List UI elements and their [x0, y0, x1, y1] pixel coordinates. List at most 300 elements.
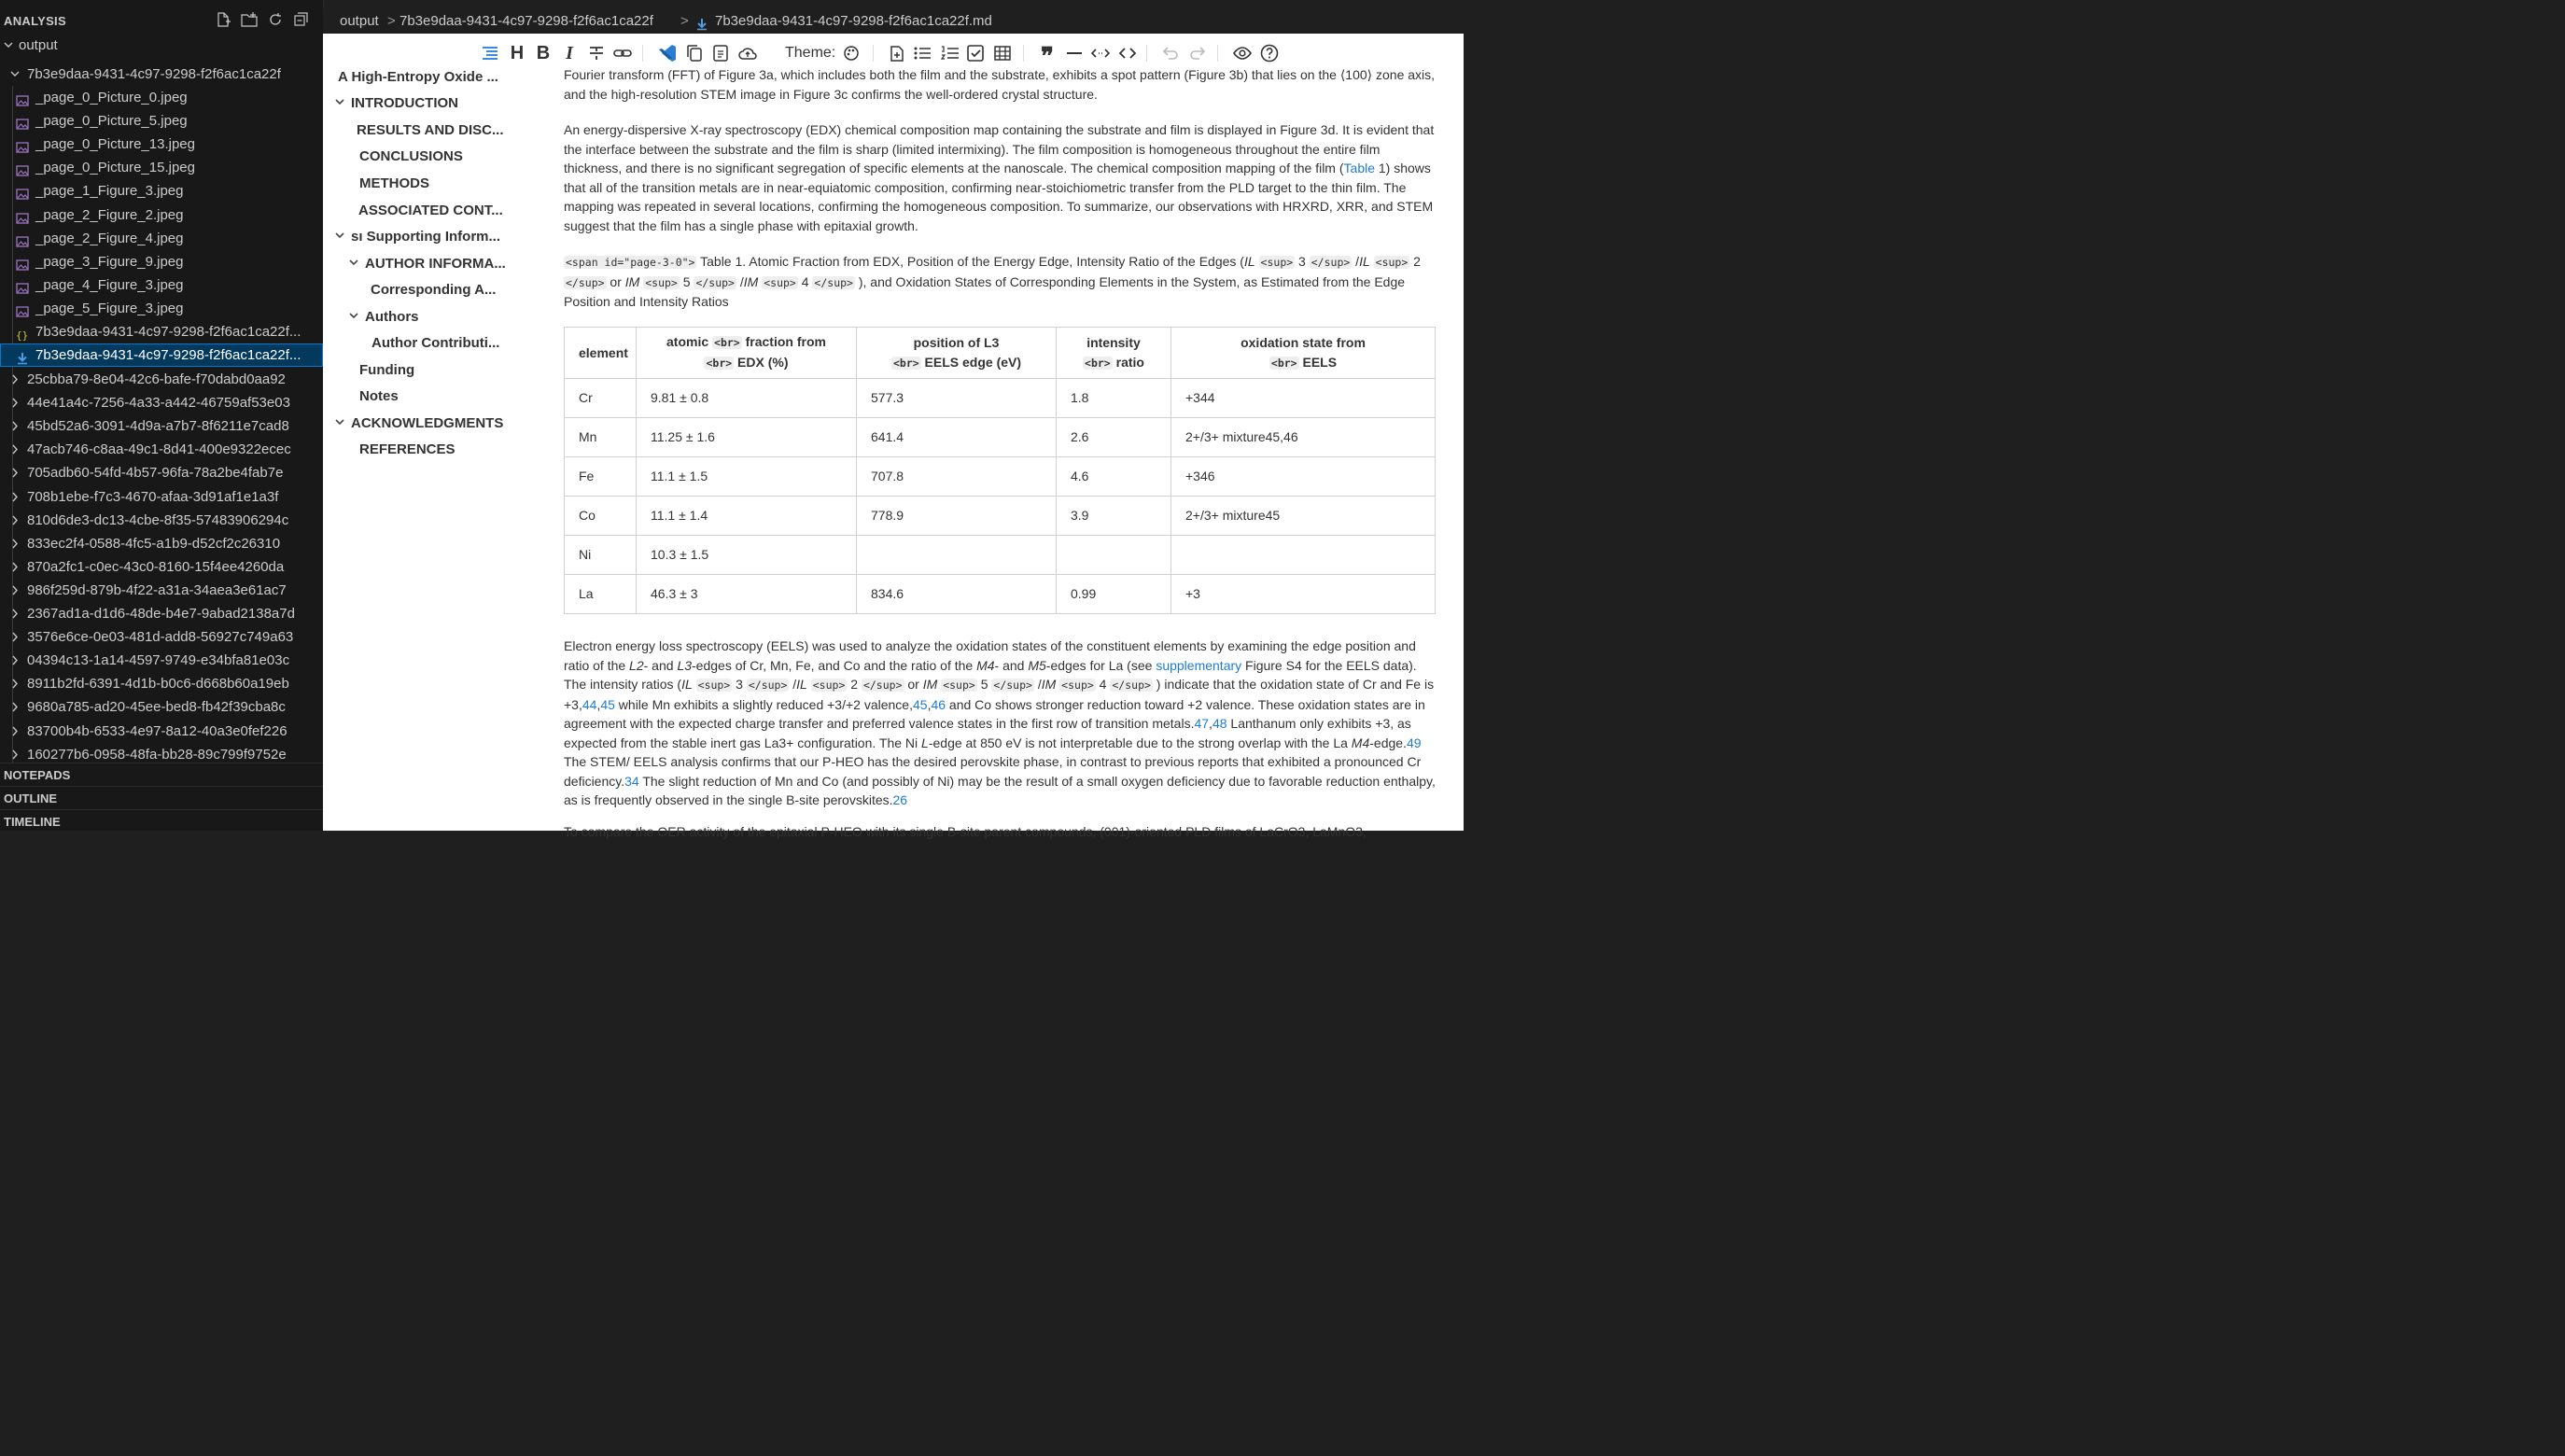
table-cell: 778.9: [857, 497, 1057, 536]
outline-item-label: Notes: [359, 388, 399, 404]
table-cell: La: [565, 575, 637, 614]
outline-item[interactable]: [359, 174, 429, 194]
italic-text: L: [921, 735, 929, 750]
breadcrumb-separator: >: [387, 13, 396, 29]
preview-icon[interactable]: [1232, 43, 1253, 63]
table-cell: 641.4: [857, 418, 1057, 457]
folder-name: 9680a785-ad20-45ee-bed8-fb42f39cba8c: [27, 699, 286, 716]
paragraph-text: and Co shows stronger reduction toward +2 valence. These oxidation states are in agreement with the expected charge transfer and preferred valence states in the first row of transition metals.: [564, 696, 1425, 731]
outline-item[interactable]: [334, 93, 458, 114]
outline-item[interactable]: [371, 333, 499, 354]
chevron-right-icon: [8, 720, 21, 743]
italic-text: M4: [1351, 735, 1370, 750]
new-folder-icon[interactable]: [241, 11, 258, 28]
heading-icon[interactable]: H: [510, 43, 525, 63]
paragraph-text: - and: [994, 657, 1029, 673]
file-name: _page_0_Picture_5.jpeg: [35, 113, 188, 130]
markdown-file-icon: [16, 349, 29, 362]
table-cell: +3: [1171, 575, 1436, 614]
caption-text: 3: [1295, 254, 1310, 269]
chevron-down-icon: [348, 307, 361, 328]
folder-name: 160277b6-0958-48fa-bb28-89c799f9752e: [27, 746, 287, 763]
paragraph-text: -edge at 850 eV is not interpretable due to the strong overlap with the La: [928, 735, 1352, 750]
file-name: _page_2_Figure_2.jpeg: [35, 206, 184, 223]
file-name: _page_0_Picture_15.jpeg: [35, 160, 195, 176]
caption-italic: IM: [743, 273, 759, 289]
toolbar-divider: [1217, 45, 1218, 62]
chevron-right-icon: [8, 438, 21, 461]
table-header-oxidation: [1171, 328, 1436, 379]
caption-text: Table 1. Atomic Fraction from EDX, Position of the Energy Edge, Intensity Ratio of the Edges (: [696, 254, 1244, 269]
chevron-right-icon: [8, 602, 21, 625]
italic-text: IM: [922, 677, 938, 692]
folder-name: 986f259d-879b-4f22-a31a-34aea3e61ac7: [27, 581, 287, 598]
header-text: fraction from: [741, 334, 826, 349]
reference-link[interactable]: 44: [582, 696, 597, 712]
folder-name: 2367ad1a-d1d6-48de-b4e7-9abad2138a7d: [27, 606, 295, 622]
folder-name: 705adb60-54fd-4b57-96fa-78a2be4fab7e: [27, 465, 284, 482]
table-cell: [1171, 536, 1436, 575]
paragraph-text: -edges of Cr, Mn, Fe, and Co and the ratio of the: [692, 657, 977, 673]
table-cell: +346: [1171, 457, 1436, 497]
file-item-image[interactable]: [0, 156, 323, 179]
chevron-down-icon: [334, 413, 347, 434]
outline-item[interactable]: [371, 280, 496, 301]
outline-item[interactable]: [357, 120, 504, 141]
breadcrumb: [323, 8, 1464, 34]
help-icon[interactable]: [1259, 43, 1280, 63]
table-cell: Mn: [565, 418, 637, 457]
reference-link[interactable]: 45: [600, 696, 615, 712]
italic-text: IL: [796, 677, 807, 692]
reference-link[interactable]: 49: [1406, 735, 1422, 750]
folder-item[interactable]: [0, 743, 323, 766]
markdown-file-icon: [695, 14, 708, 27]
table-cell: 10.3 ± 1.5: [637, 536, 857, 575]
chevron-down-icon: [2, 34, 15, 57]
table-cell: 2.6: [1057, 418, 1171, 457]
table-header-intensity: [1057, 328, 1171, 379]
reference-link[interactable]: 26: [892, 792, 908, 807]
tree-root-output[interactable]: [0, 34, 323, 57]
reference-link[interactable]: 46: [931, 696, 946, 712]
inline-code: <br>: [892, 356, 919, 370]
inline-code: </sup>: [1311, 256, 1351, 269]
folder-name: 810d6de3-dc13-4cbe-8f35-57483906294c: [27, 511, 289, 528]
table-cell: 11.25 ± 1.6: [637, 418, 857, 457]
table-row: [565, 379, 1436, 418]
header-text: ratio: [1112, 354, 1144, 370]
tree-folder-open[interactable]: [0, 63, 323, 86]
outline-item-label: ACKNOWLEDGMENTS: [351, 415, 504, 431]
chevron-down-icon: [334, 93, 347, 114]
table-cell: [1057, 536, 1171, 575]
paragraph-text: 4: [1095, 677, 1111, 692]
paragraph-eels: Electron energy loss spectroscopy (EELS) was used to analyze the oxidation states of the constituent elements by examining the edge position and ratio of the L2- and L3-edges of Cr, Mn, Fe, and Co and the ratio of the M4- and M5-edges for La (see supplementary Figure S4 for the EELS data). The intensity ratios (IL <sup> 3 </sup> /IL <sup> 2 </sup> or IM <sup> 5 </sup> /IM <sup> 4 </sup> ) indicate that the oxidation state of Cr and Fe is +3,44,45 while Mn exhibits a slightly reduced +3/+2 valence,45,46 and Co shows stronger reduction toward +2 valence. These oxidation states are in agreement with the expected charge transfer and preferred valence states in the first row of transition metals.47,48 Lanthanum only exhibits +3, as expected from the stable inert gas La3+ configuration. The Ni L-edge at 850 eV is not interpretable due to the strong overlap with the La M4-edge.49 The STEM/ EELS analysis confirms that our P-HEO has the desired perovskite phase, in contrast to previous reports that exhibited a pronounced Cr deficiency.34 The slight reduction of Mn and Co (and possibly of Ni) may be the result of a small oxygen deficiency due to favorable reduction enthalpy, as is frequently observed in the single B-site perovskites.26: [564, 638, 1436, 807]
table-cell: 2+/3+ mixture45,46: [1171, 418, 1436, 457]
file-name: _page_1_Figure_3.jpeg: [35, 183, 184, 200]
breadcrumb-item-folder[interactable]: 7b3e9daa-9431-4c97-9298-f2f6ac1ca22f: [399, 13, 653, 29]
chevron-right-icon: [8, 579, 21, 602]
folder-name: 45bd52a6-3091-4d9a-a7b7-8f6211e7cad8: [27, 418, 289, 435]
numbered-list-icon[interactable]: [939, 43, 960, 63]
outline-item[interactable]: [358, 201, 503, 221]
explorer-title: ANALYSIS: [4, 14, 66, 28]
chevron-down-icon: [348, 254, 361, 274]
table-cell: 0.99: [1057, 575, 1171, 614]
outline-item[interactable]: [334, 413, 503, 434]
inline-code: </sup>: [1112, 679, 1151, 692]
table-cell: [857, 536, 1057, 575]
inline-code: <span id="page-3-0">: [566, 256, 695, 269]
table-row: [565, 497, 1436, 536]
table-cell: 2+/3+ mixture45: [1171, 497, 1436, 536]
italic-text: L2: [629, 657, 644, 673]
chevron-right-icon: [8, 555, 21, 579]
table-cell: 1.8: [1057, 379, 1171, 418]
table-cell: 9.81 ± 0.8: [637, 379, 857, 418]
inline-code: </sup>: [566, 275, 605, 289]
theme-icon[interactable]: [841, 43, 862, 63]
chevron-right-icon: [8, 368, 21, 391]
folder-name: 44e41a4c-7256-4a33-a442-46759af53e03: [27, 395, 290, 412]
folder-item[interactable]: [0, 368, 323, 391]
refresh-icon[interactable]: [267, 11, 284, 28]
folder-item[interactable]: [0, 649, 323, 672]
breadcrumb-item-file[interactable]: 7b3e9daa-9431-4c97-9298-f2f6ac1ca22f.md: [715, 13, 992, 29]
folder-name: 8911b2fd-6391-4d1b-b0c6-d668b60a19eb: [27, 676, 289, 693]
outline-item[interactable]: [348, 254, 506, 274]
strikethrough-icon[interactable]: [586, 43, 607, 63]
folder-item[interactable]: [0, 602, 323, 625]
folder-name: 83700b4b-6533-4e97-8a12-40a3e0fef226: [27, 722, 287, 739]
folder-name: 25cbba79-8e04-42c6-bafe-f70dabd0aa92: [27, 371, 286, 387]
paragraph-text: ,: [927, 696, 932, 712]
folder-item[interactable]: [0, 720, 323, 743]
outline-item[interactable]: [359, 360, 414, 381]
folder-item[interactable]: [0, 438, 323, 461]
file-name: 7b3e9daa-9431-4c97-9298-f2f6ac1ca22f...: [35, 347, 301, 364]
chevron-right-icon: [8, 391, 21, 414]
inline-code: <br>: [706, 357, 733, 370]
folder-name: 708b1ebe-f7c3-4670-afaa-3d91af1e1a3f: [27, 488, 279, 505]
section-notepads[interactable]: [0, 763, 323, 786]
folder-name: 47acb746-c8aa-49c1-8d41-400e9322ecec: [27, 441, 291, 458]
table-cell: 577.3: [857, 379, 1057, 418]
table-cell: Ni: [565, 536, 637, 575]
paragraph-text: - and: [643, 657, 678, 673]
tree-folder-label: 7b3e9daa-9431-4c97-9298-f2f6ac1ca22f: [27, 66, 281, 82]
chevron-down-icon: [334, 227, 347, 247]
paragraph-text: The STEM/ EELS analysis confirms that our P-HEO has the desired perovskite phase, in contrast to previous reports that exhibited a pronounced Cr deficiency.: [564, 754, 1422, 789]
caption-italic: IM: [624, 273, 640, 289]
toolbar-divider: [642, 45, 643, 62]
file-item-image[interactable]: [0, 133, 323, 156]
folder-item[interactable]: [0, 555, 323, 579]
outline-item-label: ASSOCIATED CONT...: [358, 203, 503, 218]
inline-code: <sup>: [697, 679, 731, 692]
inline-code: </sup>: [748, 679, 788, 692]
table-cell: Cr: [565, 379, 637, 418]
paragraph-text: Figure S4 for the EELS data). The intensity ratios (: [564, 657, 1417, 692]
paragraph-text: Electron energy loss spectroscopy (EELS) was used to analyze the oxidation states of the constituent elements by examining the edge position and ratio of the: [564, 638, 1416, 673]
section-outline-label: OUTLINE: [4, 791, 58, 805]
cloud-icon[interactable]: [737, 43, 758, 63]
paragraph-text: The slight reduction of Mn and Co (and possibly of Ni) may be the result of a small oxygen deficiency due to favorable reduction enthalpy, as is frequently observed in the single B-site perovskites.: [564, 773, 1436, 807]
folder-item[interactable]: [0, 391, 323, 414]
caption-text: ), and Oxidation States of Corresponding Elements in the System, as Estimated from the Edge Position and Intensity Ratios: [564, 273, 1406, 309]
caption-italic: IL: [1359, 254, 1370, 269]
italic-icon[interactable]: I: [566, 43, 573, 63]
section-outline[interactable]: [0, 786, 323, 809]
italic-text: M4: [976, 657, 995, 673]
new-file-icon[interactable]: [215, 11, 231, 28]
outline-item[interactable]: [359, 386, 399, 407]
toolbar-divider: [1146, 45, 1147, 62]
inline-code: <sup>: [1375, 256, 1409, 269]
hr-icon[interactable]: [1064, 43, 1085, 63]
outline-item-label: INTRODUCTION: [351, 95, 458, 111]
file-item-image[interactable]: [0, 250, 323, 273]
outline-item-label: Corresponding A...: [371, 282, 497, 298]
inline-code: <sup>: [1260, 256, 1294, 269]
explorer-sidebar: [0, 0, 324, 831]
file-item-image[interactable]: [0, 273, 323, 297]
folder-item[interactable]: [0, 625, 323, 649]
table-cell: +344: [1171, 379, 1436, 418]
file-item-image[interactable]: [0, 179, 323, 203]
inline-code: </sup>: [695, 275, 735, 289]
folder-item[interactable]: [0, 695, 323, 719]
folder-name: 3576e6ce-0e03-481d-add8-56927c749a63: [27, 629, 294, 646]
vscode-icon[interactable]: [657, 43, 678, 63]
file-name: 7b3e9daa-9431-4c97-9298-f2f6ac1ca22f...: [35, 324, 301, 340]
inline-code: <sup>: [645, 275, 678, 289]
italic-text: IL: [681, 677, 693, 692]
chevron-right-icon: [8, 532, 21, 555]
file-name: _page_0_Picture_13.jpeg: [35, 136, 195, 153]
paragraph-text: or: [904, 677, 923, 692]
header-text: atomic: [666, 334, 713, 349]
file-item-image[interactable]: [0, 227, 323, 250]
reference-link[interactable]: 48: [1212, 716, 1227, 731]
inline-code: <sup>: [812, 679, 846, 692]
folder-item[interactable]: [0, 532, 323, 555]
table-link[interactable]: Table: [1343, 161, 1375, 175]
outline-item-label: Funding: [359, 362, 415, 378]
outline-item-label: REFERENCES: [359, 441, 456, 457]
import-icon[interactable]: [886, 43, 906, 63]
table-cell: 834.6: [857, 575, 1057, 614]
caption-text: 2: [1409, 254, 1421, 269]
folder-name: 870a2fc1-c0ec-43c0-8160-15f4ee4260da: [27, 558, 285, 575]
file-item-image[interactable]: [0, 86, 323, 109]
outline-item-label: Author Contributi...: [371, 335, 500, 351]
chevron-right-icon: [8, 485, 21, 509]
paragraph-text: -edges for La (see: [1045, 657, 1156, 673]
quote-icon[interactable]: ❞: [1041, 43, 1054, 70]
caption-text: 4: [797, 273, 813, 289]
chevron-right-icon: [8, 509, 21, 532]
caption-text: or: [606, 273, 625, 289]
chevron-right-icon: [8, 414, 21, 438]
folder-name: 833ec2f4-0588-4fc5-a1b9-d52cf2c26310: [27, 535, 281, 552]
table-cell: Fe: [565, 457, 637, 497]
chevron-right-icon: [8, 625, 21, 649]
chevron-right-icon: [8, 461, 21, 484]
file-name: _page_4_Figure_3.jpeg: [35, 276, 184, 293]
chevron-right-icon: [8, 672, 21, 695]
image-file-icon: [16, 115, 29, 128]
code-block-icon[interactable]: [1117, 43, 1138, 63]
image-file-icon: [16, 91, 29, 105]
file-name: _page_5_Figure_3.jpeg: [35, 300, 184, 316]
header-text: intensity: [1086, 334, 1141, 350]
file-name: _page_2_Figure_4.jpeg: [35, 230, 184, 246]
table-cell: 3.9: [1057, 497, 1171, 536]
paragraph-edx: [564, 120, 1437, 235]
data-table: [564, 327, 1436, 614]
italic-text: M5: [1028, 657, 1046, 673]
folder-item[interactable]: [0, 579, 323, 602]
folder-item[interactable]: [0, 414, 323, 438]
inline-code: <sup>: [943, 679, 975, 692]
inline-code: <sup>: [764, 275, 796, 289]
copy-icon[interactable]: [684, 43, 705, 63]
image-file-icon: [16, 279, 29, 292]
paragraph-oer: To compare the OER activity of the epitaxial P-HEO with its single B-site parent compounds, (001)-oriented PLD films of LaCrO3, LaMnO3,: [564, 824, 1367, 839]
table-header-element: [565, 328, 637, 379]
image-file-icon: [16, 138, 29, 151]
reference-link[interactable]: 45: [912, 696, 928, 712]
table-header-fraction: [637, 328, 857, 379]
file-item-markdown[interactable]: [0, 343, 323, 367]
document-outline: [323, 71, 510, 831]
folder-item[interactable]: [0, 509, 323, 532]
file-item-image[interactable]: [0, 297, 323, 320]
outline-item-label: sı Supporting Inform...: [351, 229, 500, 245]
toc-icon[interactable]: [480, 43, 500, 63]
file-item-image[interactable]: [0, 109, 323, 133]
paragraph-text: An energy-dispersive X-ray spectroscopy (EDX) chemical composition map containing the substrate and film is displayed in Figure 3d. It is evident that the interface between the substrate and the film is sharp (limited intermixing). The film composition is homogeneous throughout the entire film thickness, and there is no significant segregation of specific elements at the nanoscale. The chemical composition mapping of the film (: [564, 122, 1435, 175]
reference-link[interactable]: 47: [1194, 716, 1210, 731]
file-item-image[interactable]: [0, 203, 323, 227]
table-row: [565, 418, 1436, 457]
folder-item[interactable]: [0, 461, 323, 484]
table-cell: 11.1 ± 1.4: [637, 497, 857, 536]
outline-item-label: AUTHOR INFORMA...: [365, 256, 506, 272]
folder-name: 04394c13-1a14-4597-9749-e34bfa81e03c: [27, 652, 290, 669]
supplementary-link[interactable]: supplementary: [1156, 657, 1242, 673]
chevron-right-icon: [8, 695, 21, 719]
table-row: [565, 536, 1436, 575]
checklist-icon[interactable]: [965, 43, 986, 63]
inline-code: </sup>: [862, 679, 903, 692]
table-header-row: [565, 328, 1436, 379]
toolbar-divider: [1023, 45, 1024, 62]
paragraph-text: 1) shows that all of the transition metals are in near-equiatomic composition, confirming near-stoichiometric transfer from the PLD target to the thin film. The mapping was repeated in several locations, confirming the homogeneous composition. To summarize, our observations with HRXRD, XRR, and STEM suggest that the film has a single phase with epitaxial growth.: [564, 161, 1434, 233]
inline-code: </sup>: [814, 275, 853, 289]
italic-text: IM: [1041, 677, 1057, 692]
image-file-icon: [16, 185, 29, 198]
outline-item-label: Authors: [365, 309, 419, 325]
image-file-icon: [16, 161, 29, 175]
explorer-header: [0, 9, 323, 32]
outline-item[interactable]: [334, 227, 500, 247]
outline-item[interactable]: [359, 440, 456, 460]
outline-item[interactable]: [348, 307, 419, 328]
theme-label: Theme:: [785, 45, 836, 61]
export-icon[interactable]: [710, 43, 731, 63]
chevron-down-icon: [8, 63, 21, 86]
paragraph-text: 5: [976, 677, 992, 692]
caption-italic: IL: [1243, 254, 1255, 269]
chevron-right-icon: [8, 743, 21, 766]
link-icon[interactable]: [612, 43, 633, 63]
undo-icon[interactable]: [1160, 43, 1181, 63]
table-caption: <span id="page-3-0"> Table 1. Atomic Fraction from EDX, Position of the Energy Edge, Intensity Ratio of the Edges (IL <sup> 3 </sup> /IL <sup> 2 </sup> or IM <sup> 5 </sup> /IM <sup> 4 </sup> ), and Oxidation States of Corresponding Elements in the System, as Estimated from the Edge Position and Intensity Ratios: [564, 254, 1421, 309]
inline-code: <br>: [1270, 356, 1297, 370]
outline-item[interactable]: [359, 147, 463, 167]
outline-item[interactable]: [338, 67, 498, 88]
redo-icon[interactable]: [1187, 43, 1208, 63]
folder-item[interactable]: [0, 485, 323, 509]
image-file-icon: [16, 232, 29, 245]
paragraph-text: 2: [847, 677, 862, 692]
json-file-icon: [16, 326, 29, 342]
paragraph-text: ,: [596, 696, 601, 712]
table-icon[interactable]: [992, 43, 1013, 63]
inline-code: <sup>: [1061, 679, 1094, 692]
reference-link[interactable]: 34: [624, 773, 639, 789]
table-cell: Co: [565, 497, 637, 536]
image-file-icon: [16, 209, 29, 222]
bold-icon[interactable]: B: [536, 43, 551, 63]
table-row: [565, 575, 1436, 614]
folder-item[interactable]: [0, 672, 323, 695]
outline-item-label: RESULTS AND DISC...: [357, 122, 504, 138]
section-timeline[interactable]: [0, 809, 323, 833]
breadcrumb-item-root[interactable]: output: [340, 13, 379, 29]
outline-item-label: METHODS: [359, 175, 429, 191]
header-text: element: [579, 344, 628, 360]
paragraph-fft: Fourier transform (FFT) of Figure 3a, which includes both the film and the substrate, exhibits a spot pattern (Figure 3b) that lies on the ⟨100⟩ zone axis, and the high-resolution STEM image in Figure 3c confirms the well-ordered crystal structure.: [564, 67, 1436, 102]
paragraph-text: while Mn exhibits a slightly reduced +3/+2 valence,: [614, 696, 913, 712]
bullet-list-icon[interactable]: [912, 43, 932, 63]
header-text: EELS edge (eV): [920, 354, 1022, 370]
header-text: oxidation state from: [1240, 334, 1366, 350]
image-file-icon: [16, 302, 29, 315]
table-cell: 4.6: [1057, 457, 1171, 497]
collapse-all-icon[interactable]: [293, 11, 310, 28]
table-cell: 707.8: [857, 457, 1057, 497]
chevron-right-icon: [8, 649, 21, 672]
paragraph-text: ) indicate that the oxidation state of Cr and Fe is +3,: [564, 677, 1435, 712]
paragraph-text: Lanthanum only exhibits +3, as expected from the stable inert gas La3+ configuration. The Ni: [564, 716, 1411, 750]
table-header-position: [857, 328, 1057, 379]
section-notepads-label: NOTEPADS: [4, 768, 71, 782]
table-cell: 11.1 ± 1.5: [637, 457, 857, 497]
table-cell: 46.3 ± 3: [637, 575, 857, 614]
markdown-editor: [323, 34, 1464, 839]
file-name: _page_0_Picture_0.jpeg: [35, 90, 188, 105]
toolbar-divider: [873, 45, 874, 62]
file-item-json[interactable]: [0, 320, 323, 343]
outline-item-label: A High-Entropy Oxide ...: [338, 69, 498, 85]
code-inline-icon[interactable]: [1090, 43, 1111, 63]
breadcrumb-separator: >: [680, 13, 689, 29]
inline-code: </sup>: [993, 679, 1032, 692]
